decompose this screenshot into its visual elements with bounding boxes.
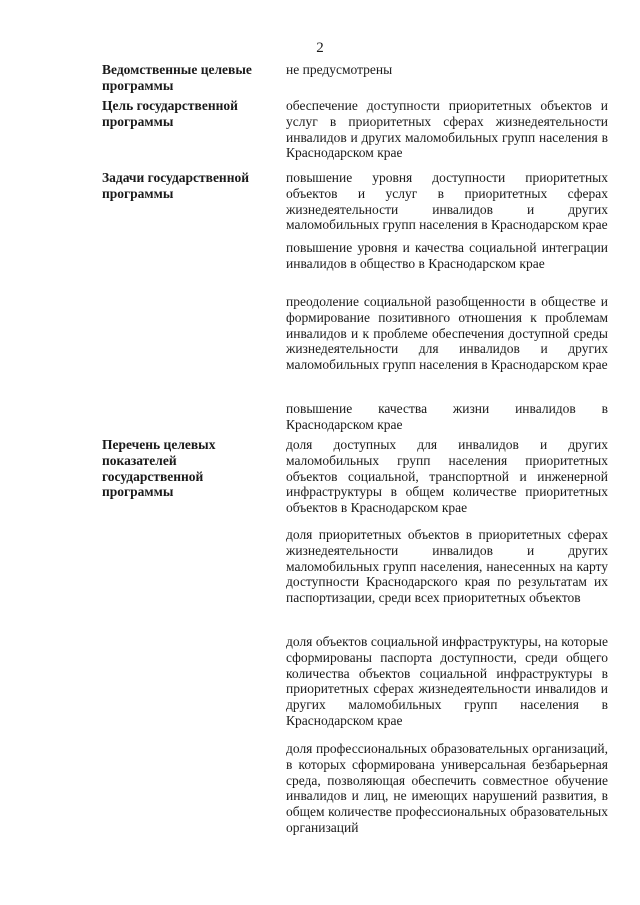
value-indicator-4: доля профессиональных образовательных организаций, в которых сформирована универсальная безбарьерная среда, позволяющая обеспечить совместное обучение инвалидов и лиц, не имеющих нарушений развития, в общем количестве профессиональных образовательных организаций (286, 741, 608, 835)
value-task-4: повышение качества жизни инвалидов в Краснодарском крае (286, 401, 608, 432)
value-task-1: повышение уровня доступности приоритетных объектов и услуг в приоритетных сферах жизнедеятельности инвалидов и других маломобильных групп населения в Краснодарском крае (286, 170, 608, 233)
label-target-indicators: Перечень целевых показателей государственной программы (102, 437, 216, 500)
value-departmental-programs: не предусмотрены (286, 62, 393, 77)
value-indicator-3: доля объектов социальной инфраструктуры, на которые сформированы паспорта доступности, среди общего количества объектов социальной инфраструктуры в приоритетных сферах жизнедеятельности инвалидов и других маломобильных групп населения в Краснодарском крае (286, 634, 608, 728)
value-indicator-2: доля приоритетных объектов в приоритетных сферах жизнедеятельности инвалидов и других маломобильных групп населения, нанесенных на карту доступности Краснодарского края по результатам их паспортизации, среди всех приоритетных объектов (286, 527, 608, 606)
value-indicator-1: доля доступных для инвалидов и других маломобильных групп населения приоритетных объектов социальной, транспортной и инженерной инфраструктуры в общем количестве приоритетных объектов в Краснодарском крае (286, 437, 608, 516)
value-task-2: повышение уровня и качества социальной интеграции инвалидов в общество в Краснодарском крае (286, 240, 608, 271)
page-number: 2 (316, 40, 324, 56)
value-program-goal: обеспечение доступности приоритетных объектов и услуг в приоритетных сферах жизнедеятельности инвалидов и других маломобильных групп населения в Краснодарском крае (286, 98, 608, 161)
label-program-goal: Цель государственной программы (102, 98, 238, 129)
label-program-tasks: Задачи государственной программы (102, 170, 250, 201)
value-task-3: преодоление социальной разобщенности в обществе и формирование позитивного отношения к проблемам инвалидов и к проблеме обеспечения доступной среды жизнедеятельности для инвалидов и других маломобильных групп населения в Краснодарском крае (286, 294, 608, 373)
label-departmental-programs: Ведомственные целевые программы (102, 62, 252, 93)
